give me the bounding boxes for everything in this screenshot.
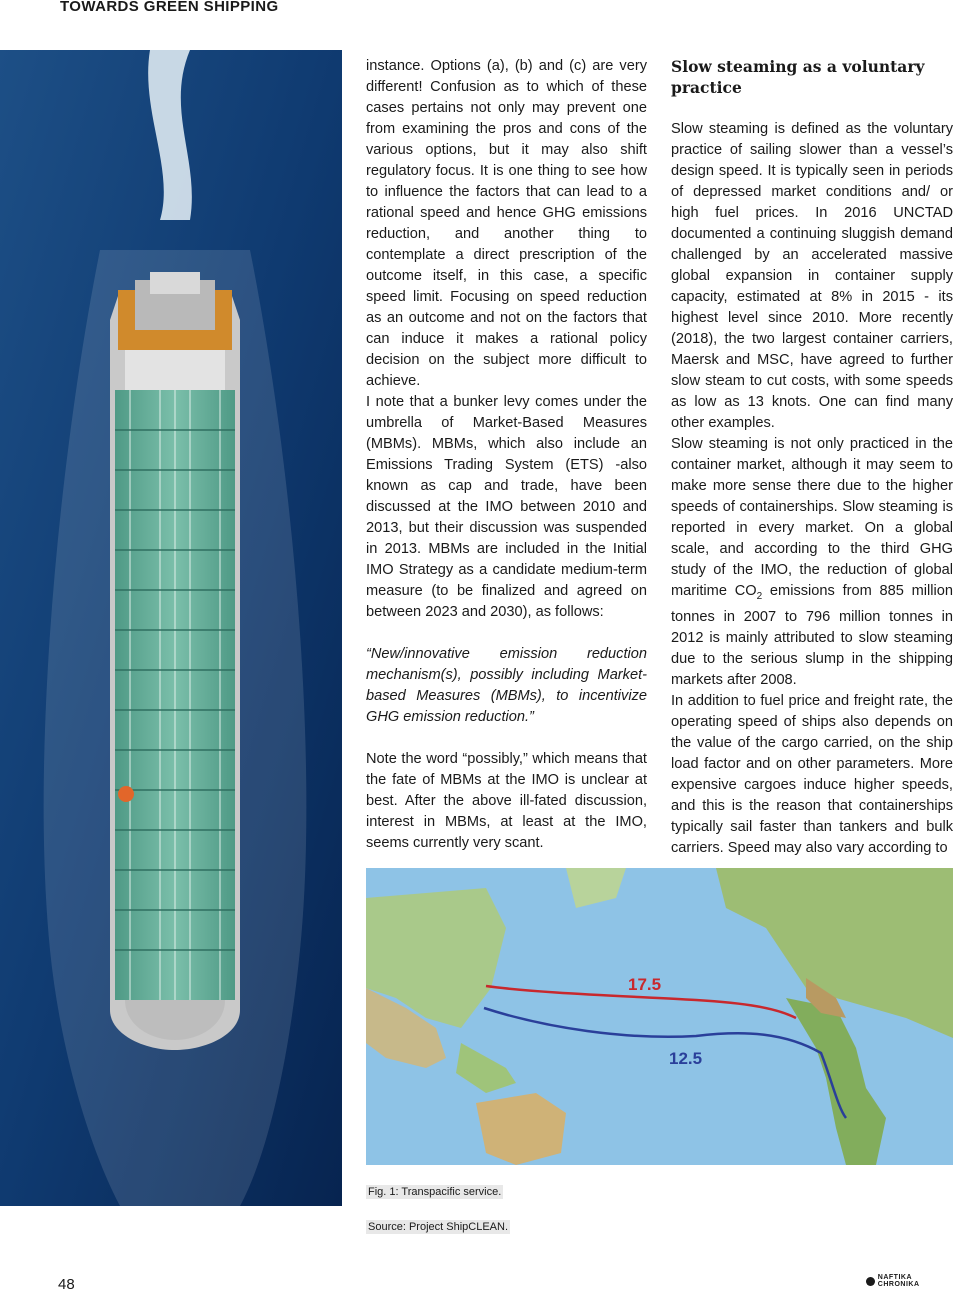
article-column-right bbox=[671, 56, 953, 859]
paragraph-slow-steaming-definition: Slow steaming is defined as the voluntary practice of sailing slower than a vessel’s design speed. It is typically seen in periods of depressed market conditions and/ or high fuel prices. In 2016 UNCTAD documented a continuing sluggish demand challenged by an accelerated massive global expansion in container supply capacity, estimated at 8% in 2015 - its highest level since 2010. More recently (2018), the two largest container carriers, Maersk and MSC, have agreed to further slow steam to cut costs, with some speeds as low as 13 knots. One can find many other examples. bbox=[671, 121, 953, 431]
paragraph-slow-steaming-markets bbox=[671, 434, 953, 691]
figure-source: Source: Project ShipCLEAN. bbox=[368, 1221, 509, 1233]
brand-name: NAFTIKA CHRONIKA bbox=[877, 1274, 920, 1288]
paragraph-bunker-levy: I note that a bunker levy comes under the umbrella of Market-Based Measures (MBMs). MBMs, which also include an Emissions Trading System (ETS) -also known as cap and trade, have been discussed at the IMO between 2010 and 2013, but their discussion was suspended in 2013. MBMs are included in the Initial IMO Strategy as a candidate medium-term measure (to be finalized and agreed on between 2023 and 2030), as follows: bbox=[366, 394, 647, 620]
page-number: 48 bbox=[58, 1276, 75, 1293]
article-column-left bbox=[366, 56, 647, 854]
paragraph-cargo-value: In addition to fuel price and freight rate, the operating speed of ships also depends on the value of the cargo carried, on the ship load factor and on other parameters. More expensive cargoes induce higher speeds, and this is the reason that containerships typically sail faster than tankers and bulk carriers. Speed may also vary according to bbox=[671, 692, 953, 856]
publication-brand bbox=[866, 1274, 954, 1288]
transpacific-route-map bbox=[366, 868, 953, 1165]
co2-subscript: 2 bbox=[756, 590, 763, 602]
co2-text-after: emissions from 885 million tonnes in 2007 to 796 million tonnes in 2012 is mainly attributed to slow steaming due to the serious slump in the shipping markets after 2008. bbox=[671, 583, 954, 688]
speed-label-low: 12.5 bbox=[669, 1049, 703, 1068]
tanker-aerial-photo bbox=[0, 50, 342, 1206]
slow-steaming-heading: Slow steaming as a voluntary practice bbox=[671, 57, 925, 97]
paragraph-possibly: Note the word “possibly,” which means that the fate of MBMs at the IMO is unclear at best. After the above ill-fated discussion, interest in MBMs, at least at the IMO, seems currently very scant. bbox=[366, 751, 647, 851]
speed-label-high: 17.5 bbox=[628, 975, 662, 994]
brand-logo-icon bbox=[866, 1277, 875, 1286]
section-title: TOWARDS GREEN SHIPPING bbox=[60, 0, 279, 15]
imo-strategy-quote: “New/innovative emission reduction mechanism(s), possibly including Market- based Measures (MBMs), to incentivize GHG emission reduction.” bbox=[366, 646, 647, 725]
co2-text-before: Slow steaming is not only practiced in the container market, although it may seem to make more sense there due to the higher speeds of containerships. Slow steaming is reported in every market. On a global scale, and according to the third GHG study of the IMO, the reduction of global maritime CO bbox=[671, 436, 953, 599]
paragraph-options: instance. Options (a), (b) and (c) are very different! Confusion as to which of these cases pertains not only may prevent one from examining the pros and cons of the various options, but it may also shift regulatory focus. It is one thing to see how to influence the factors that can lead to a rational speed and hence GHG emissions reduction, and another thing to contemplate a direct prescription of the outcome itself, in this case, a specific speed limit. Focusing on speed reduction as an outcome and not on the factors that can induce it makes a rational policy decision on the subject more difficult to achieve. bbox=[366, 58, 647, 389]
figure-caption: Fig. 1: Transpacific service. bbox=[368, 1186, 502, 1198]
